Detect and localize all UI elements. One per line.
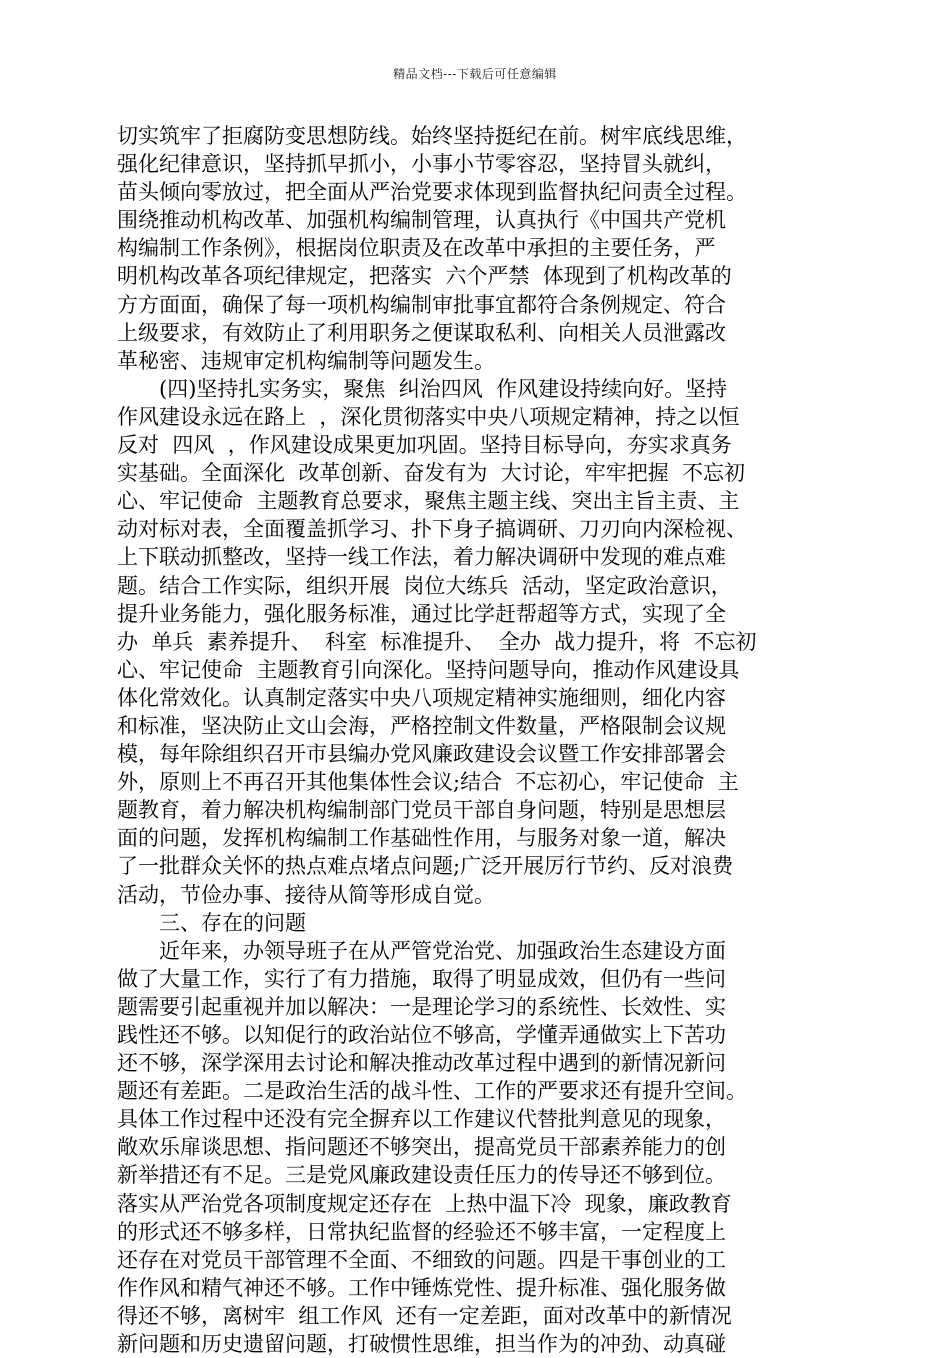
text-line: 上下联动抓整改，坚持一线工作法，着力解决调研中发现的难点难 xyxy=(117,545,726,570)
text-line: 实基础。全面深化 改革创新、奋发有为 大讨论，牢牢把握 不忘初 xyxy=(117,461,746,486)
text-line: 了一批群众关怀的热点难点堵点问题;广泛开展厉行节约、反对浪费 xyxy=(117,854,734,879)
text-line: 还不够，深学深用去讨论和解决推动改革过程中遇到的新情况新问 xyxy=(117,1051,726,1076)
text-line: 新举措还有不足。三是党风廉政建设责任压力的传导还不够到位。 xyxy=(117,1163,726,1188)
text-line: 强化纪律意识，坚持抓早抓小，小事小节零容忍，坚持冒头就纠， xyxy=(117,152,726,177)
text-line: 方方面面，确保了每一项机构编制审批事宜都符合条例规定、符合 xyxy=(117,292,726,317)
text-line: 反对 四风 ，作风建设成果更加巩固。坚持目标导向，夯实求真务 xyxy=(117,433,732,458)
text-line: 活动，节俭办事、接待从简等形成自觉。 xyxy=(117,882,495,907)
text-line: 的形式还不够多样，日常执纪监督的经验还不够丰富，一定程度上 xyxy=(117,1219,726,1244)
text-line: 题。结合工作实际，组织开展 岗位大练兵 活动，坚定政治意识， xyxy=(117,573,732,598)
text-line: 切实筑牢了拒腐防变思想防线。始终坚持挺纪在前。树牢底线思维， xyxy=(117,124,747,148)
text-line: 构编制工作条例》，根据岗位职责及在改革中承担的主要任务，严 xyxy=(117,236,716,261)
text-line: 敞欢乐扉谈思想、指问题还不够突出，提高党员干部素养能力的创 xyxy=(117,1135,726,1160)
text-line: 作风建设永远在路上 ，深化贯彻落实中央八项规定精神，持之以恒 xyxy=(117,404,740,429)
text-line: 围绕推动机构改革、加强机构编制管理，认真执行《中国共产党机 xyxy=(117,208,726,233)
text-line: 题需要引起重视并加以解决：一是理论学习的系统性、长效性、实 xyxy=(117,994,726,1019)
text-line: 提升业务能力，强化服务标准，通过比学赶帮超等方式，实现了全 xyxy=(117,601,726,626)
text-line: 心、牢记使命 主题教育总要求，聚焦主题主线、突出主旨主责、主 xyxy=(117,489,740,514)
text-line: 模，每年除组织召开市县编办党风廉政建设会议暨工作安排部署会 xyxy=(117,742,726,767)
text-line: 革秘密、违规审定机构编制等问题发生。 xyxy=(117,348,495,373)
text-line: 明机构改革各项纪律规定，把落实 六个严禁 体现到了机构改革的 xyxy=(117,264,732,289)
text-line: 得还不够，离树牢 组工作风 还有一定差距，面对改革中的新情况 xyxy=(117,1303,732,1328)
text-line: 面的问题，发挥机构编制工作基础性作用，与服务对象一道，解决 xyxy=(117,826,726,851)
text-line: 苗头倾向零放过，把全面从严治党要求体现到监督执纪问责全过程。 xyxy=(117,180,747,205)
page-header: 精品文档---下载后可任意编辑 xyxy=(393,67,557,81)
text-line: 做了大量工作，实行了有力措施，取得了明显成效，但仍有一些问 xyxy=(117,966,726,991)
text-line: 和标准，坚决防止文山会海，严格控制文件数量，严格限制会议规 xyxy=(117,713,726,738)
text-line: 题还有差距。二是政治生活的战斗性、工作的严要求还有提升空间。 xyxy=(117,1079,747,1104)
text-line: 落实从严治党各项制度规定还存在 上热中温下冷 现象，廉政教育 xyxy=(117,1191,732,1216)
text-line: 作作风和精气神还不够。工作中锤炼党性、提升标准、强化服务做 xyxy=(117,1275,726,1300)
text-line: 动对标对表，全面覆盖抓学习、扑下身子搞调研、刀刃向内深检视、 xyxy=(117,517,747,542)
text-line: 新问题和历史遗留问题，打破惯性思维，担当作为的冲劲、动真碰 xyxy=(117,1332,726,1357)
section-heading: 三、存在的问题 xyxy=(117,910,306,935)
text-line: 上级要求，有效防止了利用职务之便谋取私利、向相关人员泄露改 xyxy=(117,320,726,345)
text-line: 办 单兵 素养提升、 科室 标准提升、 全办 战力提升，将 不忘初 xyxy=(117,629,757,654)
text-line: 具体工作过程中还没有完全摒弃以工作建议代替批判意见的现象， xyxy=(117,1107,726,1132)
text-line: 还存在对党员干部管理不全面、不细致的问题。四是干事创业的工 xyxy=(117,1247,726,1272)
text-line: 践性还不够。以知促行的政治站位不够高，学懂弄通做实上下苦功 xyxy=(117,1023,726,1047)
text-line: 外，原则上不再召开其他集体性会议;结合 不忘初心，牢记使命 主 xyxy=(117,770,739,795)
text-line: (四)坚持扎实务实，聚焦 纠治四风 作风建设持续向好。坚持 xyxy=(117,376,728,401)
document-body xyxy=(117,122,837,1358)
text-line: 近年来，办领导班子在从严管党治党、加强政治生态建设方面 xyxy=(117,938,726,963)
text-line: 体化常效化。认真制定落实中央八项规定精神实施细则，细化内容 xyxy=(117,685,726,710)
text-line: 心、牢记使命 主题教育引向深化。坚持问题导向，推动作风建设具 xyxy=(117,657,740,682)
text-line: 题教育，着力解决机构编制部门党员干部自身问题，特别是思想层 xyxy=(117,798,726,823)
